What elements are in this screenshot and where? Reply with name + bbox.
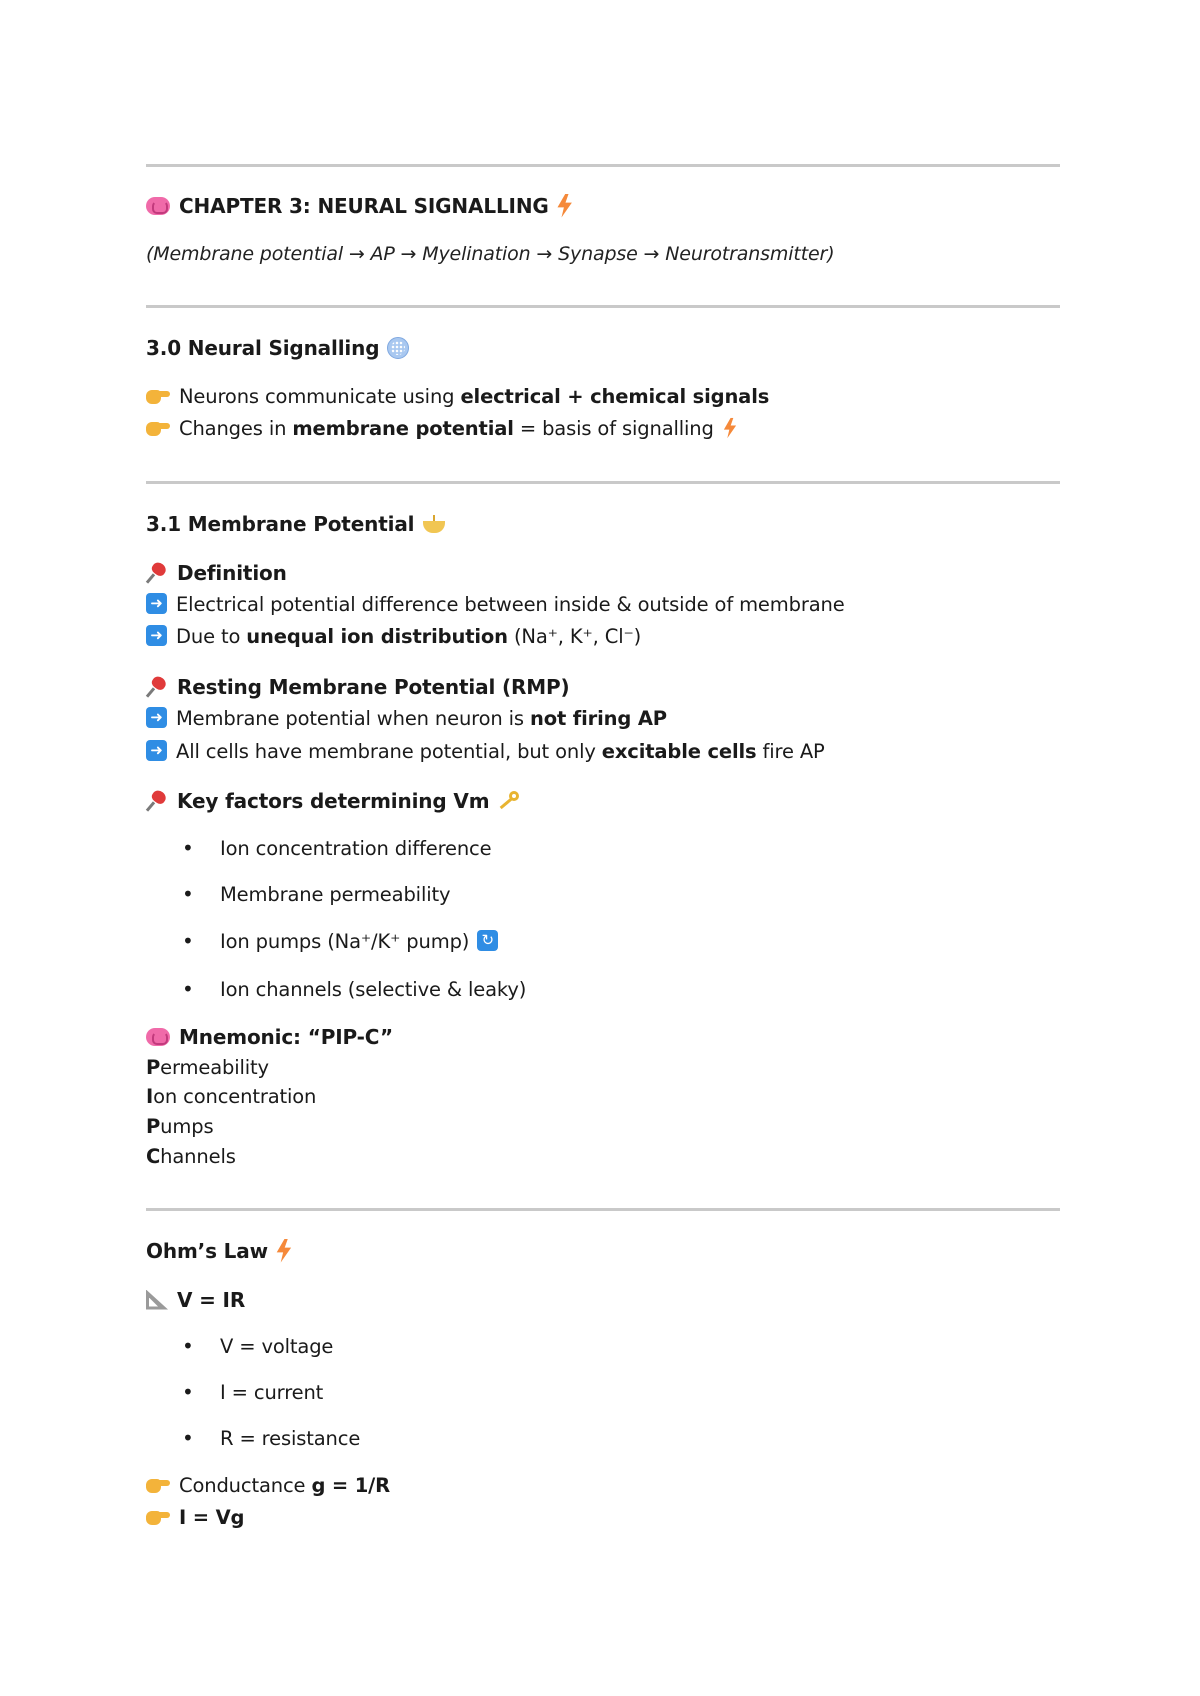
lightning-icon	[276, 1239, 292, 1263]
list-item: ➜ Electrical potential difference between inside & outside of membrane	[146, 591, 845, 619]
right-arrow-icon: ➜	[146, 593, 167, 614]
ohm-heading: Ohm’s Law	[146, 1237, 292, 1265]
list-item: ➜ All cells have membrane potential, but only excitable cells fire AP	[146, 738, 825, 766]
mnemonic-line: Pumps	[146, 1115, 214, 1138]
pointing-hand-icon	[146, 386, 170, 406]
pointing-hand-icon	[146, 418, 170, 438]
chapter-subtitle: (Membrane potential → AP → Myelination → Synapse → Neurotransmitter)	[146, 243, 835, 265]
chapter-title: CHAPTER 3: NEURAL SIGNALLING	[179, 194, 549, 218]
lightning-icon	[723, 417, 737, 437]
ohm-formula: V = IR	[146, 1286, 245, 1314]
section-heading-3-0: 3.0 Neural Signalling	[146, 334, 409, 362]
triangle-ruler-icon	[146, 1290, 168, 1310]
mnemonic-line: Ion concentration	[146, 1085, 317, 1108]
brain-icon	[146, 196, 170, 216]
globe-icon	[387, 337, 409, 359]
bullet-item: • I = current	[182, 1380, 324, 1404]
right-arrow-icon: ➜	[146, 740, 167, 761]
bullet-item: • Ion concentration difference	[182, 836, 492, 860]
key-icon	[497, 790, 521, 812]
brain-icon	[146, 1027, 170, 1047]
list-item: ➜ Due to unequal ion distribution (Na⁺, K⁺, Cl⁻)	[146, 623, 641, 651]
pointing-hand-icon	[146, 1475, 170, 1495]
paragraph: I = Vg	[146, 1504, 244, 1532]
paragraph: Neurons communicate using electrical + chemical signals	[146, 383, 769, 411]
pointing-hand-icon	[146, 1507, 170, 1527]
divider	[146, 481, 1060, 484]
paragraph: Conductance g = 1/R	[146, 1472, 390, 1500]
lightning-icon	[557, 194, 573, 218]
mnemonic-line: Channels	[146, 1145, 236, 1168]
bullet-item: • V = voltage	[182, 1334, 334, 1358]
divider	[146, 164, 1060, 167]
bullet-item: • R = resistance	[182, 1426, 361, 1450]
divider	[146, 1208, 1060, 1211]
scales-icon	[422, 513, 446, 535]
pushpin-icon	[146, 562, 168, 584]
rmp-label: Resting Membrane Potential (RMP)	[146, 673, 570, 701]
bullet-item: • Membrane permeability	[182, 882, 451, 906]
pushpin-icon	[146, 676, 168, 698]
paragraph: Changes in membrane potential = basis of signalling	[146, 415, 738, 443]
factors-label: Key factors determining Vm	[146, 787, 521, 815]
chapter-title-line	[146, 192, 573, 220]
section-heading-3-1: 3.1 Membrane Potential	[146, 510, 446, 538]
right-arrow-icon: ➜	[146, 625, 167, 646]
mnemonic-line: Permeability	[146, 1056, 269, 1079]
divider	[146, 305, 1060, 308]
refresh-icon: ↻	[477, 930, 498, 951]
mnemonic-label: Mnemonic: “PIP-C”	[146, 1023, 393, 1051]
list-item: ➜ Membrane potential when neuron is not firing AP	[146, 705, 667, 733]
bullet-item: • Ion channels (selective & leaky)	[182, 977, 527, 1001]
bullet-item: • Ion pumps (Na⁺/K⁺ pump) ↻	[182, 927, 498, 955]
pushpin-icon	[146, 790, 168, 812]
right-arrow-icon: ➜	[146, 707, 167, 728]
definition-label: Definition	[146, 559, 287, 587]
